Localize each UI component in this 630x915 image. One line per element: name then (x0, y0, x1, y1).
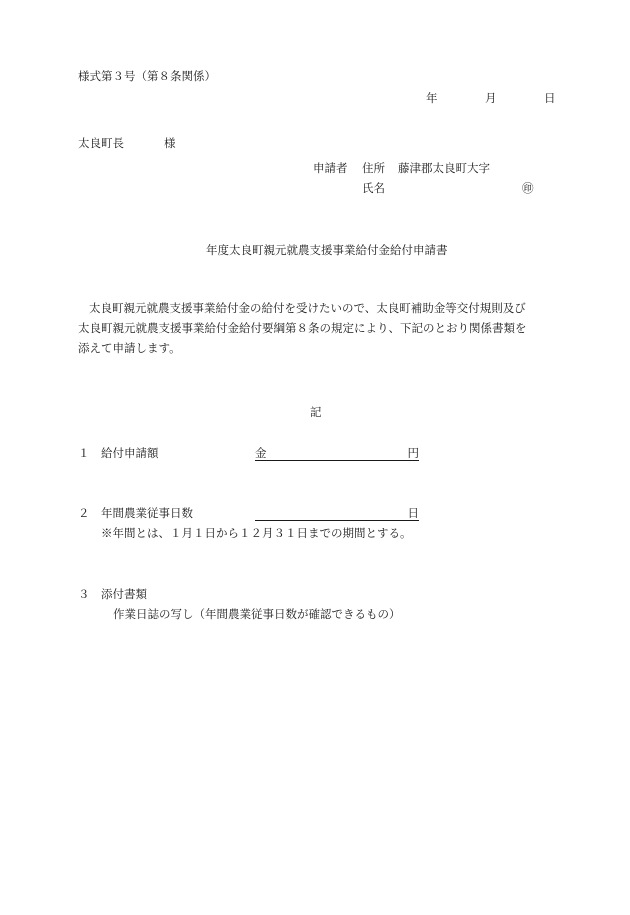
item-3-number: ３ (78, 587, 90, 601)
item-3-detail: 作業日誌の写し（年間農業従事日数が確認できるもの） (113, 607, 401, 621)
item-2-label: 年間農業従事日数 (101, 506, 193, 520)
addressee-name: 太良町長 (78, 136, 124, 150)
item-2-note: ※年間とは、１月１日から１２月３１日までの期間とする。 (101, 526, 412, 540)
days-field (255, 506, 419, 524)
applicant-label: 申請者 (313, 161, 348, 175)
date-day: 日 (544, 91, 556, 105)
address-value: 藤津郡太良町大字 (398, 161, 490, 175)
date-month: 月 (485, 91, 497, 105)
item-2-number: ２ (78, 506, 90, 520)
date-year: 年 (426, 91, 438, 105)
ki-heading: 記 (310, 405, 322, 419)
item-3-label: 添付書類 (101, 587, 147, 601)
item-1-label: 給付申請額 (101, 446, 159, 460)
days-underline (255, 506, 419, 521)
name-label: 氏名 (362, 181, 385, 195)
form-number: 様式第３号（第８条関係） (78, 69, 216, 83)
body-paragraph (78, 298, 560, 358)
amount-field (255, 446, 419, 464)
amount-underline (255, 446, 419, 461)
addressee-honorific: 様 (164, 136, 176, 150)
amount-unit: 円 (407, 446, 419, 460)
address-label: 住所 (362, 161, 385, 175)
body-line-2: 太良町親元就農支援事業給付金給付要綱第８条の規定により、下記のとおり関係書類を (78, 321, 527, 335)
body-line-3: 添えて申請します。 (78, 341, 181, 355)
amount-prefix: 金 (255, 446, 267, 460)
document-title: 年度太良町親元就農支援事業給付金給付申請書 (206, 243, 448, 257)
body-line-1: 太良町親元就農支援事業給付金の給付を受けたいので、太良町補助金等交付規則及び (89, 301, 526, 315)
item-1-number: １ (78, 446, 90, 460)
days-unit: 日 (407, 506, 419, 520)
seal-mark: ㊞ (522, 181, 534, 195)
